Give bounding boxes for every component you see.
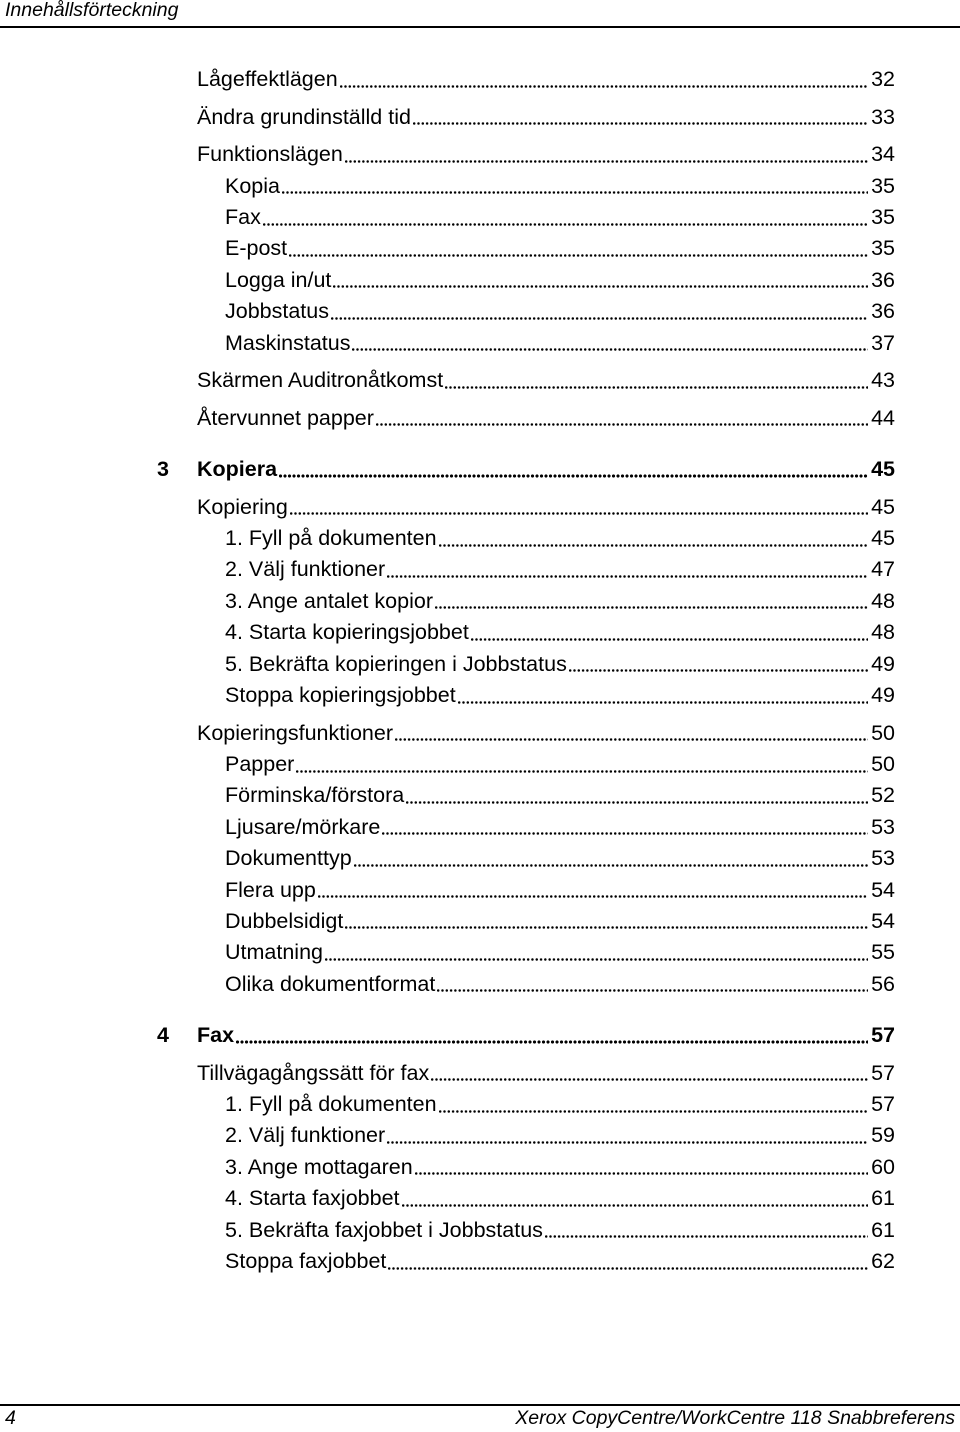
toc-subsection-entry[interactable] bbox=[157, 296, 895, 327]
toc-entry-title: Jobbstatus bbox=[225, 299, 329, 324]
toc-subsection-entry[interactable] bbox=[157, 812, 895, 843]
toc-subsection-entry[interactable] bbox=[157, 749, 895, 780]
dot-leader bbox=[345, 926, 868, 929]
toc-entry-title: Flera upp bbox=[225, 877, 316, 902]
dot-leader bbox=[354, 864, 868, 867]
toc-entry-title: Kopia bbox=[225, 173, 280, 198]
toc-entry-page: 43 bbox=[871, 368, 895, 393]
toc-entry-page: 59 bbox=[871, 1123, 895, 1148]
toc-subsection-entry[interactable] bbox=[157, 1089, 895, 1120]
toc-entry-page: 36 bbox=[871, 267, 895, 292]
toc-entry-page: 60 bbox=[871, 1154, 895, 1179]
dot-leader bbox=[437, 989, 868, 992]
dot-leader bbox=[352, 348, 868, 351]
dot-leader bbox=[569, 669, 868, 672]
toc-subsection-entry[interactable] bbox=[157, 1152, 895, 1183]
toc-subsection-entry[interactable] bbox=[157, 586, 895, 617]
toc-entry-title: Kopieringsfunktioner bbox=[197, 720, 394, 745]
toc-entry-title: Dokumenttyp bbox=[225, 846, 352, 871]
toc-subsection-entry[interactable] bbox=[157, 1215, 895, 1246]
toc-entry-title: 5. Bekräfta faxjobbet i Jobbstatus bbox=[225, 1217, 543, 1242]
toc-chapter-entry[interactable] bbox=[157, 454, 895, 485]
toc-entry-page: 36 bbox=[871, 299, 895, 324]
dot-leader bbox=[395, 738, 868, 741]
toc-entry-title: 3. Ange antalet kopior bbox=[225, 588, 433, 613]
toc-entry-page: 48 bbox=[871, 588, 895, 613]
toc-entry-title: Utmatning bbox=[225, 940, 323, 965]
toc-chapter-number: 3 bbox=[157, 457, 169, 482]
dot-leader bbox=[263, 223, 868, 226]
dot-leader bbox=[545, 1235, 868, 1238]
toc-entry-page: 55 bbox=[871, 940, 895, 965]
toc-entry-page: 50 bbox=[871, 751, 895, 776]
dot-leader bbox=[413, 122, 868, 125]
toc-entry-page: 33 bbox=[871, 104, 895, 129]
toc-entry-title: Stoppa faxjobbet bbox=[225, 1248, 387, 1273]
toc-entry-page: 57 bbox=[871, 1023, 895, 1048]
toc-subsection-entry[interactable] bbox=[157, 843, 895, 874]
toc-entry-page: 37 bbox=[871, 330, 895, 355]
dot-leader bbox=[340, 85, 868, 88]
toc-section-entry[interactable] bbox=[157, 403, 895, 434]
toc-section-entry[interactable] bbox=[157, 64, 895, 95]
dot-leader bbox=[388, 1267, 868, 1270]
toc-entry-page: 54 bbox=[871, 877, 895, 902]
toc-entry-page: 57 bbox=[871, 1060, 895, 1085]
toc-subsection-entry[interactable] bbox=[157, 328, 895, 359]
toc-section-entry[interactable] bbox=[157, 102, 895, 133]
toc-entry-page: 54 bbox=[871, 908, 895, 933]
toc-entry-page: 45 bbox=[871, 526, 895, 551]
dot-leader bbox=[331, 317, 868, 320]
toc-entry-page: 45 bbox=[871, 457, 895, 482]
dot-leader bbox=[382, 832, 868, 835]
toc-subsection-entry[interactable] bbox=[157, 969, 895, 1000]
toc-chapter-number: 4 bbox=[157, 1023, 169, 1048]
toc-entry-title: E-post bbox=[225, 236, 288, 261]
toc-subsection-entry[interactable] bbox=[157, 171, 895, 202]
toc-chapter-entry[interactable] bbox=[157, 1020, 895, 1051]
dot-leader bbox=[406, 801, 868, 804]
dot-leader bbox=[458, 701, 868, 704]
toc-entry-title: 1. Fyll på dokumenten bbox=[225, 1092, 437, 1117]
toc-subsection-entry[interactable] bbox=[157, 1183, 895, 1214]
toc-subsection-entry[interactable] bbox=[157, 554, 895, 585]
table-of-contents bbox=[157, 64, 895, 1277]
toc-subsection-entry[interactable] bbox=[157, 1246, 895, 1277]
toc-entry-title: 2. Välj funktioner bbox=[225, 557, 386, 582]
toc-section-entry[interactable] bbox=[157, 365, 895, 396]
toc-entry-page: 50 bbox=[871, 720, 895, 745]
dot-leader bbox=[290, 512, 868, 515]
dot-leader bbox=[439, 1110, 869, 1113]
toc-entry-title: Skärmen Auditronåtkomst bbox=[197, 368, 444, 393]
dot-leader bbox=[376, 423, 868, 426]
toc-entry-title: Olika dokumentformat bbox=[225, 971, 436, 996]
toc-entry-title: Kopiering bbox=[197, 494, 288, 519]
dot-leader bbox=[435, 606, 868, 609]
toc-entry-title: Maskinstatus bbox=[225, 330, 351, 355]
header-rule bbox=[0, 26, 960, 28]
toc-entry-title: Fax bbox=[225, 204, 261, 229]
dot-leader bbox=[318, 895, 868, 898]
dot-leader bbox=[282, 191, 868, 194]
dot-leader bbox=[445, 386, 868, 389]
toc-entry-page: 57 bbox=[871, 1092, 895, 1117]
dot-leader bbox=[279, 474, 868, 478]
footer-book-title: Xerox CopyCentre/WorkCentre 118 Snabbreferens bbox=[515, 1407, 955, 1429]
toc-entry-page: 32 bbox=[871, 67, 895, 91]
dot-leader bbox=[415, 1172, 868, 1175]
toc-entry-title: Kopiera bbox=[197, 457, 278, 482]
toc-entry-title: 2. Välj funktioner bbox=[225, 1123, 386, 1148]
toc-subsection-entry[interactable] bbox=[157, 649, 895, 680]
toc-entry-title: 5. Bekräfta kopieringen i Jobbstatus bbox=[225, 651, 567, 676]
toc-subsection-entry[interactable] bbox=[157, 906, 895, 937]
toc-entry-page: 56 bbox=[871, 971, 895, 996]
dot-leader bbox=[289, 254, 868, 257]
dot-leader bbox=[325, 958, 868, 961]
toc-entry-page: 53 bbox=[871, 846, 895, 871]
toc-entry-title: 4. Starta faxjobbet bbox=[225, 1186, 400, 1211]
dot-leader bbox=[333, 285, 868, 288]
toc-subsection-entry[interactable] bbox=[157, 1120, 895, 1151]
dot-leader bbox=[431, 1078, 868, 1081]
toc-entry-title: Fax bbox=[197, 1023, 235, 1048]
toc-entry-page: 44 bbox=[871, 405, 895, 430]
toc-subsection-entry[interactable] bbox=[157, 202, 895, 233]
dot-leader bbox=[471, 638, 868, 641]
toc-section-entry[interactable] bbox=[157, 139, 895, 170]
toc-entry-title: Lågeffektlägen bbox=[197, 67, 338, 91]
toc-entry-page: 61 bbox=[871, 1217, 895, 1242]
toc-entry-page: 53 bbox=[871, 814, 895, 839]
footer-page-number: 4 bbox=[5, 1407, 16, 1429]
toc-entry-title: Ljusare/mörkare bbox=[225, 814, 381, 839]
dot-leader bbox=[402, 1204, 869, 1207]
toc-entry-title: Papper bbox=[225, 751, 295, 776]
toc-subsection-entry[interactable] bbox=[157, 523, 895, 554]
toc-entry-page: 61 bbox=[871, 1186, 895, 1211]
toc-entry-title: Stoppa kopieringsjobbet bbox=[225, 682, 456, 707]
toc-entry-title: Tillvägagångssätt för fax bbox=[197, 1060, 430, 1085]
toc-entry-title: 1. Fyll på dokumenten bbox=[225, 526, 437, 551]
toc-entry-page: 34 bbox=[871, 142, 895, 167]
toc-entry-page: 62 bbox=[871, 1248, 895, 1273]
toc-subsection-entry[interactable] bbox=[157, 780, 895, 811]
toc-entry-page: 35 bbox=[871, 204, 895, 229]
toc-entry-title: 3. Ange mottagaren bbox=[225, 1154, 413, 1179]
toc-entry-title: Förminska/förstora bbox=[225, 783, 405, 808]
toc-entry-title: Funktionslägen bbox=[197, 142, 343, 167]
toc-entry-page: 35 bbox=[871, 173, 895, 198]
toc-entry-page: 49 bbox=[871, 651, 895, 676]
toc-subsection-entry[interactable] bbox=[157, 680, 895, 711]
toc-subsection-entry[interactable] bbox=[157, 617, 895, 648]
toc-entry-page: 48 bbox=[871, 620, 895, 645]
toc-entry-title: Återvunnet papper bbox=[197, 405, 374, 430]
toc-subsection-entry[interactable] bbox=[157, 937, 895, 968]
toc-section-entry[interactable] bbox=[157, 718, 895, 749]
toc-entry-title: Ändra grundinställd tid bbox=[197, 104, 411, 129]
toc-section-entry[interactable] bbox=[157, 1058, 895, 1089]
toc-subsection-entry[interactable] bbox=[157, 875, 895, 906]
dot-leader bbox=[296, 770, 868, 773]
toc-section-entry[interactable] bbox=[157, 492, 895, 523]
toc-subsection-entry[interactable] bbox=[157, 265, 895, 296]
dot-leader bbox=[387, 575, 868, 578]
toc-entry-page: 45 bbox=[871, 494, 895, 519]
dot-leader bbox=[345, 160, 868, 163]
dot-leader bbox=[387, 1141, 868, 1144]
toc-entry-page: 52 bbox=[871, 783, 895, 808]
toc-subsection-entry[interactable] bbox=[157, 233, 895, 264]
toc-entry-title: Dubbelsidigt bbox=[225, 908, 344, 933]
toc-entry-page: 35 bbox=[871, 236, 895, 261]
footer-rule bbox=[0, 1404, 960, 1406]
toc-entry-title: Logga in/ut bbox=[225, 267, 332, 292]
toc-entry-page: 49 bbox=[871, 682, 895, 707]
dot-leader bbox=[439, 544, 869, 547]
toc-entry-page: 47 bbox=[871, 557, 895, 582]
toc-entry-title: 4. Starta kopieringsjobbet bbox=[225, 620, 469, 645]
dot-leader bbox=[236, 1040, 868, 1044]
running-header-title: Innehållsförteckning bbox=[5, 0, 179, 21]
